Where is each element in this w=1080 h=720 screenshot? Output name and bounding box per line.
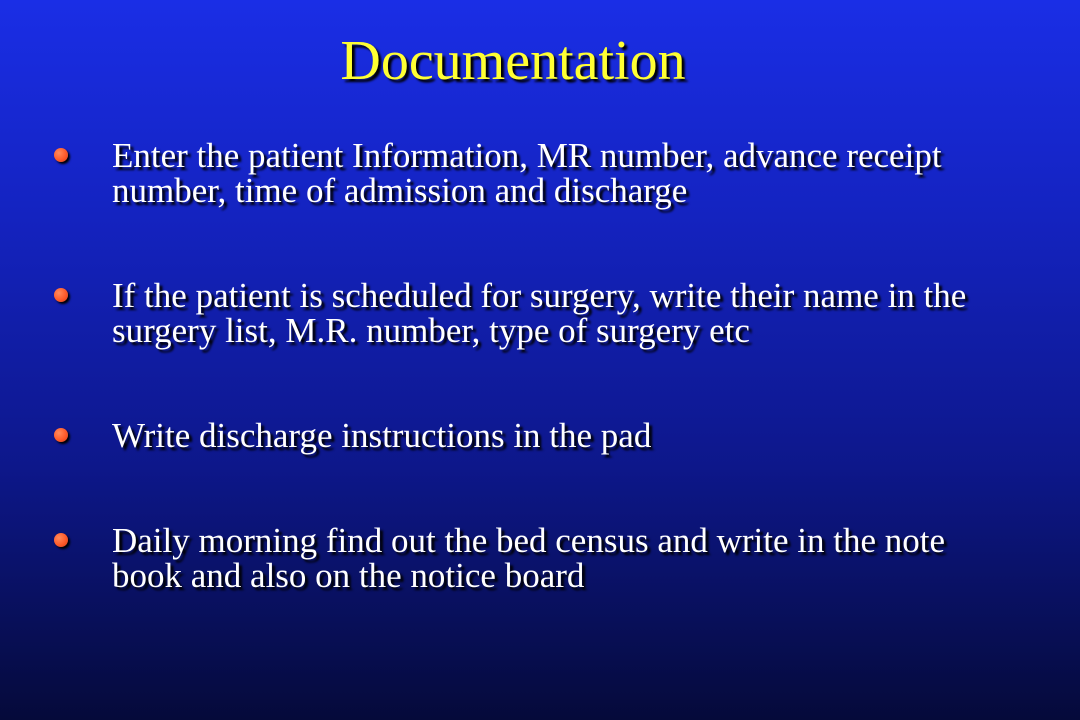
bullet-item (52, 418, 1012, 453)
bullet-text: Write discharge instructions in the pad (112, 416, 652, 455)
bullet-item (52, 278, 1012, 348)
bullet-dot-icon (54, 288, 68, 302)
bullet-text: Enter the patient Information, MR number, advance receipt number, time of admission and discharge (112, 136, 942, 210)
bullet-dot-icon (54, 148, 68, 162)
bullet-text: Daily morning find out the bed census and write in the note book and also on the notice board (112, 521, 946, 595)
bullet-list (52, 138, 1012, 593)
bullet-item (52, 523, 1012, 593)
bullet-dot-icon (54, 533, 68, 547)
bullet-text: If the patient is scheduled for surgery, write their name in the surgery list, M.R. number, type of surgery etc (112, 276, 967, 350)
bullet-item (52, 138, 1012, 208)
bullet-dot-icon (54, 428, 68, 442)
slide-title: Documentation (340, 30, 686, 92)
